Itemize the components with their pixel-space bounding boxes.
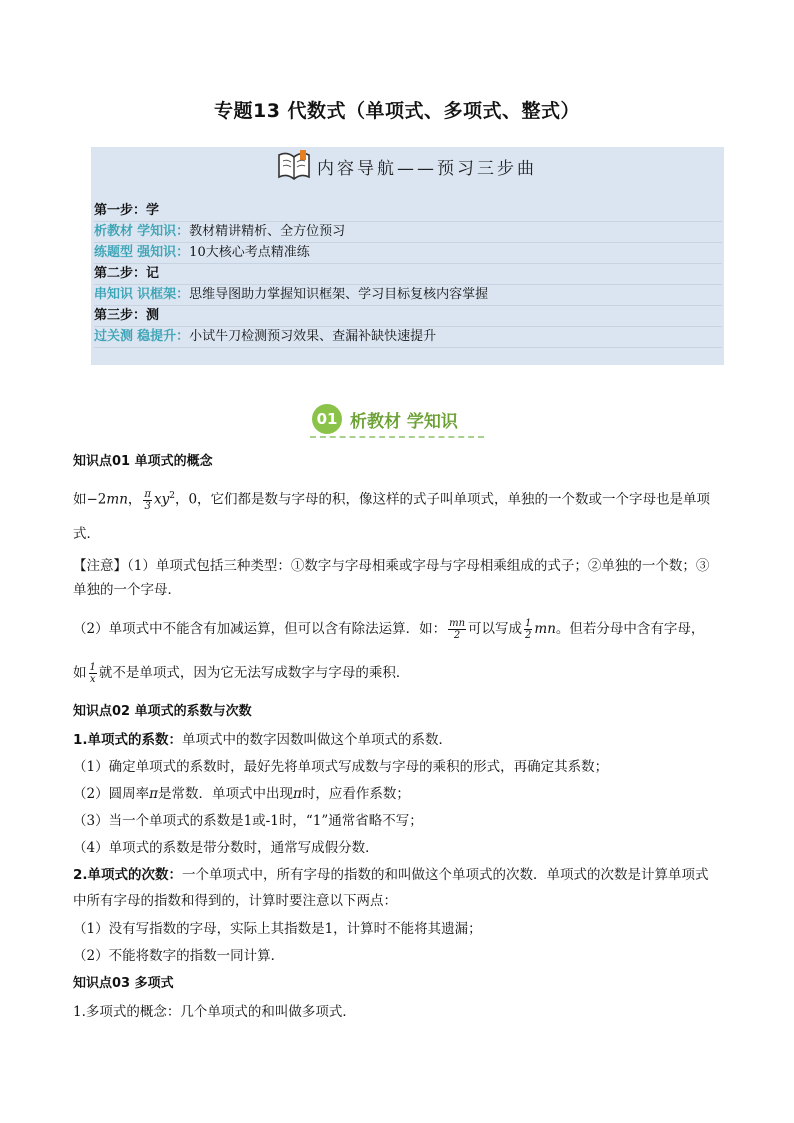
nav-row-step3: [94, 305, 722, 325]
kp1-line6: 如 $\frac{1}{x}$ 就不是单项式，因为它无法写成数字与字母的乘积．: [73, 662, 410, 685]
section-number-badge: 01: [312, 404, 342, 434]
fraction-1-over-2: $\frac{1}{2}$: [525, 618, 532, 641]
section-label: 析教材 学知识: [350, 412, 458, 432]
kp2-title: 知识点02 单项式的系数与次数: [73, 704, 252, 719]
page-title: 专题13 代数式（单项式、多项式、整式）: [213, 100, 581, 122]
nav-row-empty: [94, 347, 722, 365]
nav-row-framework: [94, 284, 722, 304]
kp1-line5: （2）单项式中不能含有加减运算，但可以含有除法运算．如： $\frac{mn}{2}$ 可以写成 $\frac{1}{2}$ mn。但若分母中含有字母，: [73, 618, 705, 641]
fraction-1-over-x: $\frac{1}{x}$: [89, 662, 96, 685]
kp3-title: 知识点03 多项式: [73, 976, 174, 991]
kp2-line4: （3）当一个单项式的系数是1或-1时，“1”通常省略不写；: [73, 813, 423, 829]
book-icon: [275, 149, 313, 183]
kp2-line5: （4）单项式的系数是带分数时，通常写成假分数．: [73, 840, 379, 856]
kp1-note-line2: 单独的一个字母．: [73, 582, 181, 598]
nav-step-label: 第一步：学: [94, 203, 160, 218]
nav-row-desc: 10大核心考点精准练: [189, 245, 310, 260]
nav-row-desc: 教材精讲精析、全方位预习: [189, 224, 346, 239]
nav-title: 内容导航——预习三步曲: [317, 159, 537, 179]
content-navigation-box: [91, 147, 724, 365]
nav-row-key: 串知识: [94, 287, 134, 302]
nav-row-key: 析教材: [94, 224, 134, 239]
nav-step-label: 第三步：测: [94, 308, 160, 323]
nav-row-practice: [94, 242, 722, 262]
section-underline: [310, 436, 484, 438]
fraction-mn-over-2: $\frac{mn}{2}$: [449, 618, 466, 641]
kp1-title: 知识点01 单项式的概念: [73, 454, 213, 469]
kp2-line8: （1）没有写指数的字母，实际上其指数是1，计算时不能将其遗漏；: [73, 921, 482, 937]
kp1-line2: 式．: [73, 526, 100, 542]
nav-step-label: 第二步：记: [94, 266, 160, 281]
nav-row-test: [94, 326, 722, 346]
nav-header: [91, 147, 724, 187]
nav-row-desc: 思维导图助力掌握知识框架、学习目标复核内容掌握: [189, 287, 489, 302]
nav-row-key: 练题型: [94, 245, 134, 260]
nav-row-desc: 小试牛刀检测预习效果、查漏补缺快速提升: [189, 329, 437, 344]
kp2-line7: 中所有字母的指数和得到的，计算时要注意以下两点：: [73, 893, 397, 909]
nav-row-step2: [94, 263, 722, 283]
kp2-line1: 1.单项式的系数：单项式中的数字因数叫做这个单项式的系数．: [73, 732, 453, 748]
kp2-line6: 2.单项式的次数：一个单项式中，所有字母的指数的和叫做这个单项式的次数．单项式的次数是计算单项式: [73, 867, 709, 883]
kp2-line2: （1）确定单项式的系数时，最好先将单项式写成数与字母的乘积的形式，再确定其系数；: [73, 759, 609, 775]
kp1-line1: 如−2mn， $\frac{\pi}{3}$ $xy^2$，0，它们都是数与字母的积，像这样的式子叫单项式，单独的一个数或一个字母也是单项: [73, 488, 711, 512]
nav-row-key2: 学知识：: [137, 224, 190, 239]
fraction-pi-over-3: $\frac{\pi}{3}$: [144, 488, 151, 512]
nav-row-learn: [94, 221, 722, 241]
nav-row-key: 过关测: [94, 329, 134, 344]
kp3-line1: 1.多项式的概念：几个单项式的和叫做多项式．: [73, 1004, 356, 1020]
nav-row-key2: 强知识：: [137, 245, 190, 260]
kp2-line9: （2）不能将数字的指数一同计算．: [73, 948, 285, 964]
nav-row-key2: 识框架：: [137, 287, 190, 302]
kp2-line3: （2）圆周率π是常数．单项式中出现π时，应看作系数；: [73, 786, 410, 802]
kp1-note-line1: 【注意】（1）单项式包括三种类型：①数字与字母相乘或字母与字母相乘组成的式子；②单独的一个数；③: [73, 558, 710, 574]
nav-row-step1: [94, 201, 722, 220]
nav-row-key2: 稳提升：: [137, 329, 190, 344]
